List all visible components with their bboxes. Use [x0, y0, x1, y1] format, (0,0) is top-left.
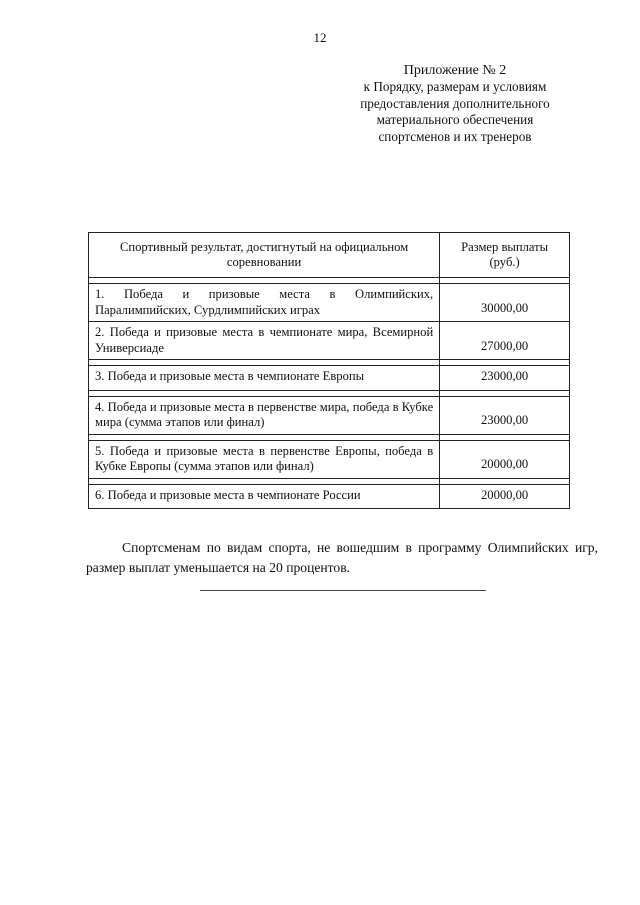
closing-rule: [200, 590, 486, 591]
amount-cell: 23000,00: [440, 366, 570, 391]
payment-table: [88, 232, 570, 509]
appendix-header: [330, 62, 580, 145]
header-result: Спортивный результат, достигнутый на официальном соревновании: [89, 233, 440, 278]
result-cell: 1. Победа и призовые места в Олимпийских, Паралимпийских, Сурдлимпийских играх: [89, 284, 440, 322]
appendix-line: материального обеспечения: [376, 112, 534, 127]
result-cell: 6. Победа и призовые места в чемпионате России: [89, 484, 440, 509]
result-cell: 4. Победа и призовые места в первенстве мира, победа в Кубке мира (сумма этапов или финал): [89, 396, 440, 434]
appendix-line: к Порядку, размерам и условиям: [363, 79, 547, 94]
appendix-title: Приложение № 2: [403, 63, 507, 78]
amount-cell: 30000,00: [440, 284, 570, 322]
result-cell: 3. Победа и призовые места в чемпионате Европы: [89, 366, 440, 391]
table-row: [89, 396, 570, 434]
result-cell: 2. Победа и призовые места в чемпионате мира, Всемирной Универсиаде: [89, 322, 440, 360]
table-row: [89, 366, 570, 391]
header-amount: Размер выплаты (руб.): [440, 233, 570, 278]
note-paragraph: Спортсменам по видам спорта, не вошедшим в программу Олимпийских игр, размер выплат уменьшается на 20 процентов.: [86, 539, 598, 575]
result-cell: 5. Победа и призовые места в первенстве Европы, победа в Кубке Европы (сумма этапов или финал): [89, 440, 440, 478]
table-row: [89, 284, 570, 322]
table-row: [89, 322, 570, 360]
table-row: [89, 440, 570, 478]
amount-cell: 23000,00: [440, 396, 570, 434]
table-header-row: [89, 233, 570, 278]
amount-cell: 20000,00: [440, 440, 570, 478]
page-number: 12: [313, 30, 327, 45]
amount-cell: 20000,00: [440, 484, 570, 509]
appendix-line: спортсменов и их тренеров: [378, 128, 532, 144]
appendix-line: предоставления дополнительного: [360, 95, 550, 111]
table-row: [89, 484, 570, 509]
amount-cell: 27000,00: [440, 322, 570, 360]
